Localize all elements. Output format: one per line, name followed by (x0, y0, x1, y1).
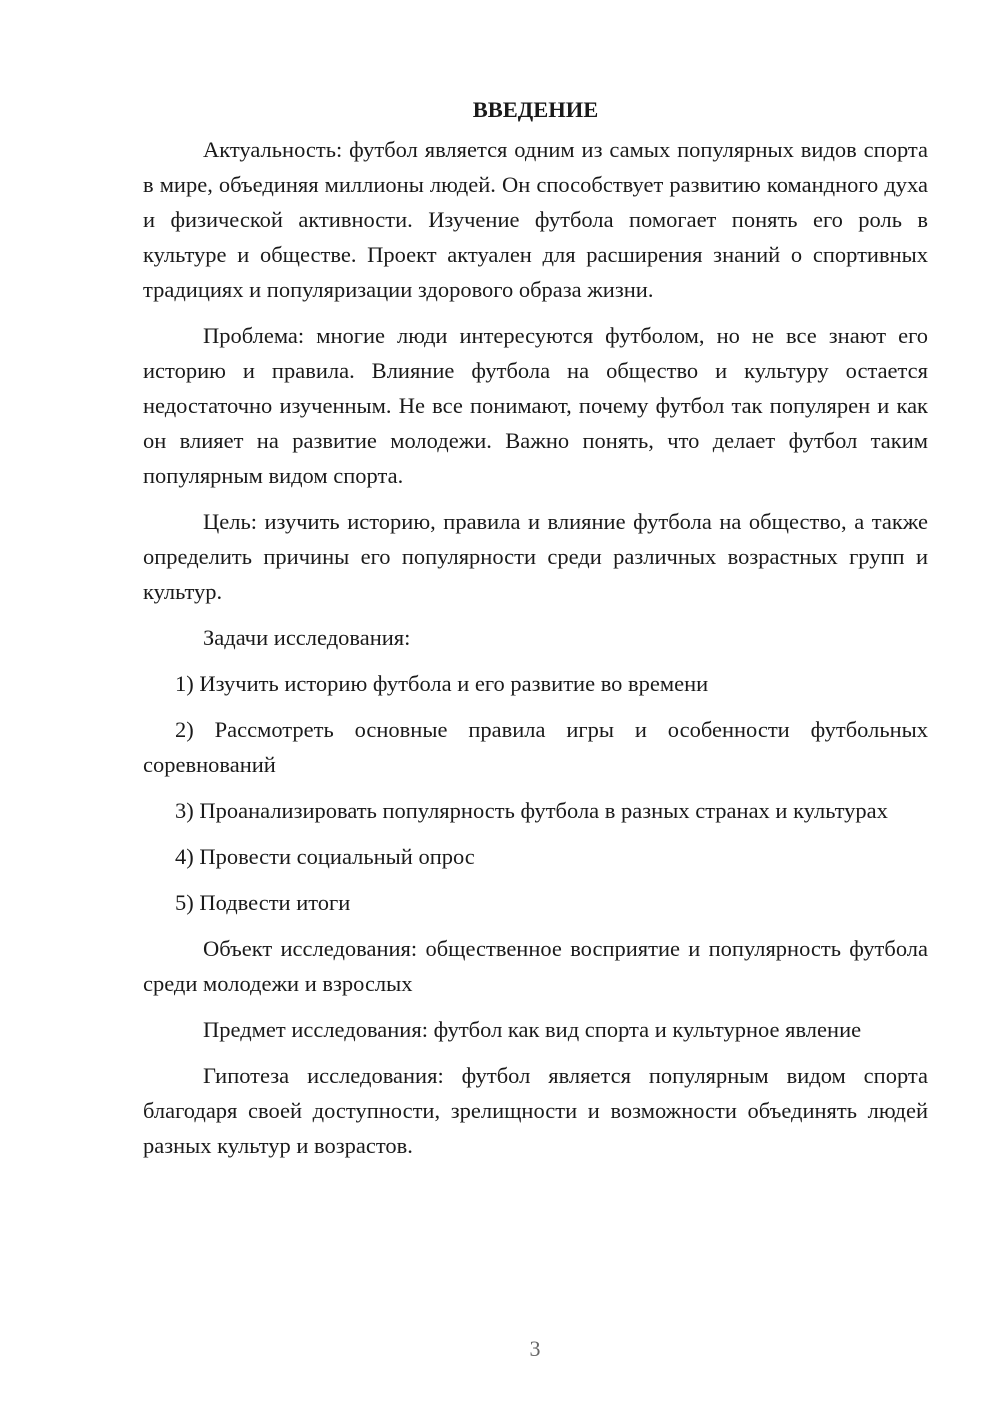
object-paragraph: Объект исследования: общественное восприятие и популярность футбола среди молодежи и взрослых (143, 936, 928, 996)
tasks-list (143, 666, 928, 920)
page-number: 3 (529, 1336, 541, 1361)
document-body (143, 92, 928, 1174)
subject-paragraph: Предмет исследования: футбол как вид спорта и культурное явление (203, 1017, 862, 1042)
problem-paragraph: Проблема: многие люди интересуются футболом, но не все знают его историю и правила. Влияние футбола на общество и культуру остается недостаточно изученным. Не все понимают, почему футбол так популярен и как он влияет на развитие молодежи. Важно понять, что делает футбол таким популярным видом спорта. (143, 323, 928, 488)
list-item: 4) Провести социальный опрос (175, 844, 475, 869)
page-title: ВВЕДЕНИЕ (472, 97, 599, 122)
relevance-paragraph: Актуальность: футбол является одним из самых популярных видов спорта в мире, объединяя миллионы людей. Он способствует развитию командного духа и физической активности. Изучение футбола помогает понять его роль в культуре и обществе. Проект актуален для расширения знаний о спортивных традициях и популяризации здорового образа жизни. (143, 137, 928, 302)
list-item: 3) Проанализировать популярность футбола в разных странах и культурах (175, 798, 888, 823)
hypothesis-paragraph: Гипотеза исследования: футбол является популярным видом спорта благодаря своей доступности, зрелищности и возможности объединять людей разных культур и возрастов. (143, 1063, 928, 1158)
list-item: 1) Изучить историю футбола и его развитие во времени (175, 671, 709, 696)
list-item: 5) Подвести итоги (175, 890, 351, 915)
goal-paragraph: Цель: изучить историю, правила и влияние футбола на общество, а также определить причины его популярности среди различных возрастных групп и культур. (143, 509, 928, 604)
list-item: 2) Рассмотреть основные правила игры и особенности футбольных соревнований (143, 717, 928, 777)
tasks-heading: Задачи исследования: (203, 625, 411, 650)
